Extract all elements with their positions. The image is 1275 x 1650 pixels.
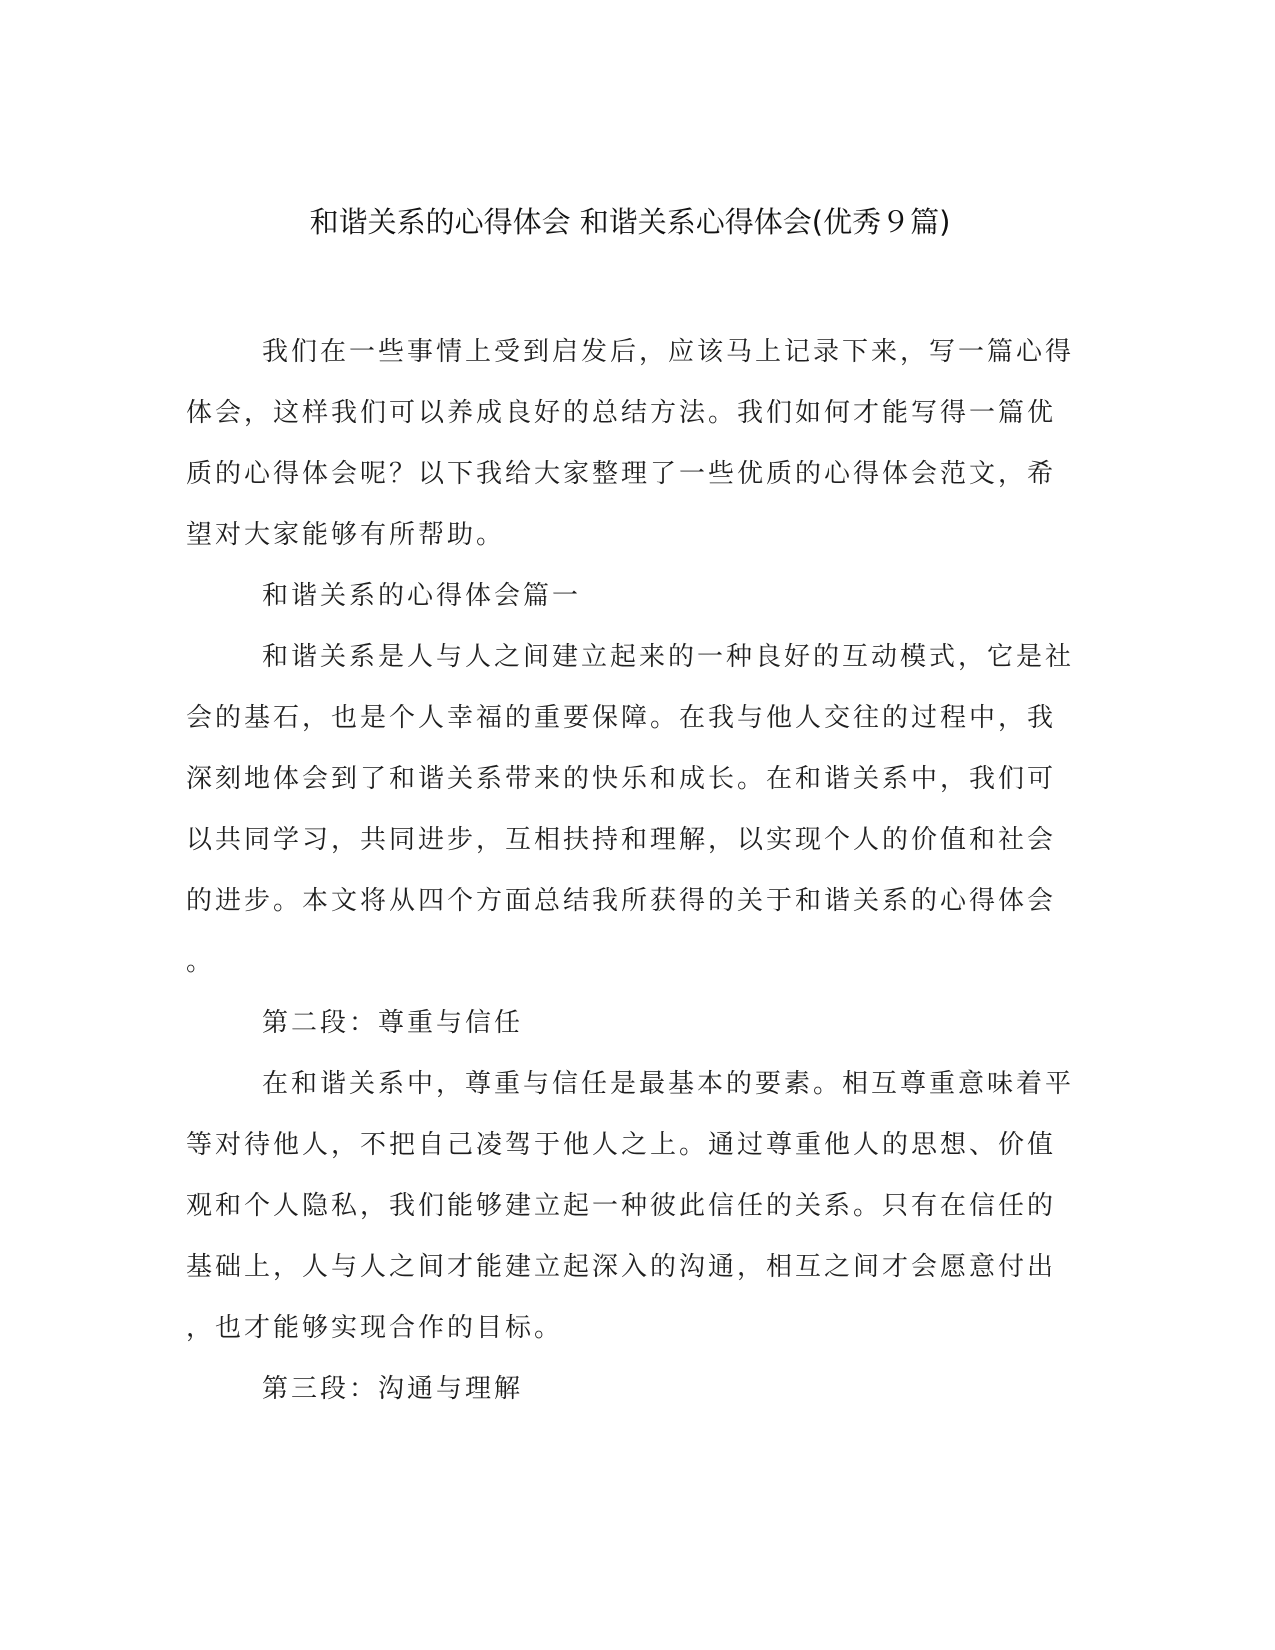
paragraph-line: 和谐关系是人与人之间建立起来的一种良好的互动模式，它是社 (262, 642, 1075, 672)
paragraph-line: 观和个人隐私，我们能够建立起一种彼此信任的关系。只有在信任的 (186, 1191, 1057, 1221)
document-title: 和谐关系的心得体会 和谐关系心得体会(优秀９篇) (309, 205, 951, 239)
paragraph-line: 以共同学习，共同进步，互相扶持和理解，以实现个人的价值和社会 (186, 825, 1057, 855)
paragraph-line: 基础上，人与人之间才能建立起深入的沟通，相互之间才会愿意付出 (186, 1252, 1057, 1282)
paragraph-line: 望对大家能够有所帮助。 (186, 520, 506, 550)
paragraph-line: 在和谐关系中，尊重与信任是最基本的要素。相互尊重意味着平 (262, 1069, 1075, 1099)
section-heading: 第二段：尊重与信任 (262, 1008, 524, 1038)
paragraph-line: 深刻地体会到了和谐关系带来的快乐和成长。在和谐关系中，我们可 (186, 764, 1057, 794)
section-heading: 和谐关系的心得体会篇一 (262, 581, 582, 611)
paragraph-line: 体会，这样我们可以养成良好的总结方法。我们如何才能写得一篇优 (186, 398, 1057, 428)
paragraph-line: 。 (186, 947, 216, 977)
section-heading: 第三段：沟通与理解 (262, 1374, 524, 1404)
document-body (186, 322, 1076, 1420)
paragraph-line: 我们在一些事情上受到启发后，应该马上记录下来，写一篇心得 (262, 337, 1075, 367)
paragraph-line: 会的基石，也是个人幸福的重要保障。在我与他人交往的过程中，我 (186, 703, 1057, 733)
paragraph-line: 等对待他人，不把自己凌驾于他人之上。通过尊重他人的思想、价值 (186, 1130, 1057, 1160)
paragraph-line: 质的心得体会呢？以下我给大家整理了一些优质的心得体会范文，希 (186, 459, 1057, 489)
paragraph-line: 的进步。本文将从四个方面总结我所获得的关于和谐关系的心得体会 (186, 886, 1057, 916)
paragraph-line: ，也才能够实现合作的目标。 (186, 1313, 564, 1343)
